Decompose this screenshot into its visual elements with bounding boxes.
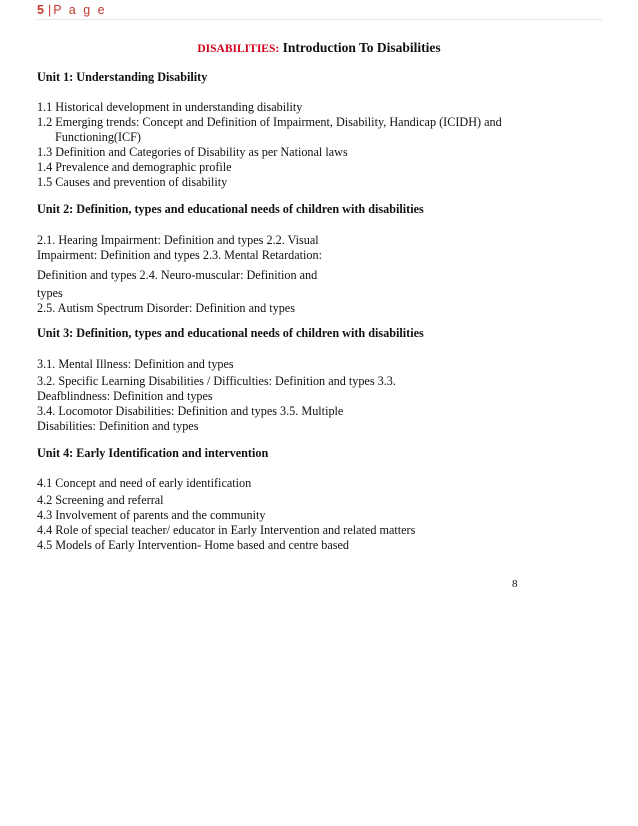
- unit-4-item: 4.4 Role of special teacher/ educator in Early Intervention and related matters: [37, 523, 416, 537]
- page-number: 8: [512, 578, 518, 590]
- unit-1-item: 1.1 Historical development in understanding disability: [37, 100, 303, 114]
- header-separator: |: [47, 3, 52, 17]
- unit-4-item: 4.3 Involvement of parents and the community: [37, 508, 266, 522]
- unit-4-item: 4.1 Concept and need of early identification: [37, 476, 252, 490]
- unit-1-item-continuation: Functioning(ICF): [55, 130, 141, 144]
- syllabus-content: [37, 70, 598, 553]
- unit-4-item: 4.2 Screening and referral: [37, 493, 164, 507]
- unit-1-item: 1.2 Emerging trends: Concept and Definition of Impairment, Disability, Handicap (ICIDH) and: [37, 115, 502, 129]
- header-page-word: P a g e: [53, 3, 107, 17]
- unit-2-heading: Unit 2: Definition, types and educational needs of children with disabilities: [37, 202, 424, 216]
- unit-2-line: types: [37, 286, 63, 300]
- header-page-number: 5: [37, 3, 44, 17]
- unit-2-line: 2.5. Autism Spectrum Disorder: Definition and types: [37, 301, 295, 315]
- document-title: [0, 40, 638, 56]
- unit-1-heading: Unit 1: Understanding Disability: [37, 70, 208, 84]
- unit-1-item: 1.5 Causes and prevention of disability: [37, 175, 228, 189]
- header-divider: [37, 19, 602, 20]
- unit-3-line: 3.4. Locomotor Disabilities: Definition and types 3.5. Multiple: [37, 404, 344, 418]
- title-lead: DISABILITIES:: [197, 43, 280, 55]
- title-text: Introduction To Disabilities: [282, 40, 441, 55]
- unit-4-heading: Unit 4: Early Identification and intervention: [37, 446, 269, 460]
- unit-3-line: 3.1. Mental Illness: Definition and types: [37, 357, 234, 371]
- unit-3-line: 3.2. Specific Learning Disabilities / Difficulties: Definition and types 3.3.: [37, 374, 396, 388]
- unit-3-heading: Unit 3: Definition, types and educational needs of children with disabilities: [37, 326, 424, 340]
- page-header: [37, 3, 107, 17]
- unit-1-item: 1.3 Definition and Categories of Disability as per National laws: [37, 145, 348, 159]
- unit-1-item: 1.4 Prevalence and demographic profile: [37, 160, 232, 174]
- unit-2-line: 2.1. Hearing Impairment: Definition and types 2.2. Visual: [37, 233, 319, 247]
- unit-3-line: Disabilities: Definition and types: [37, 419, 199, 433]
- unit-4-item: 4.5 Models of Early Intervention- Home based and centre based: [37, 538, 350, 552]
- unit-3-line: Deafblindness: Definition and types: [37, 389, 213, 403]
- unit-2-line: Definition and types 2.4. Neuro-muscular: Definition and: [37, 268, 318, 282]
- unit-2-line: Impairment: Definition and types 2.3. Mental Retardation:: [37, 248, 322, 262]
